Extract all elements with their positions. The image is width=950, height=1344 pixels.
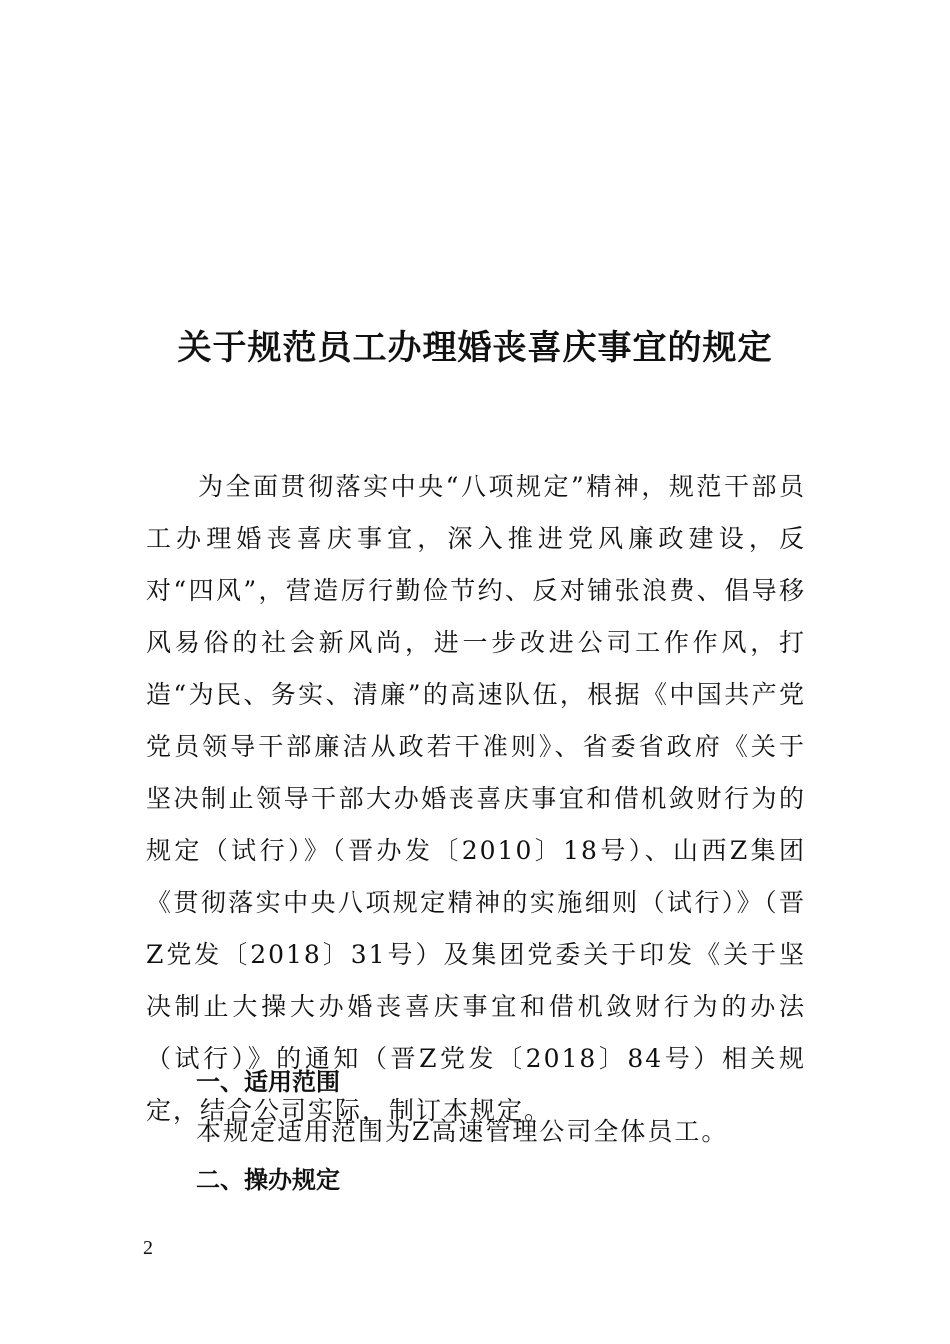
section-heading-scope: 一、适用范围 [196,1068,340,1096]
document-title: 关于规范员工办理婚丧喜庆事宜的规定 [177,328,773,368]
scope-paragraph: 本规定适用范围为Z高速管理公司全体员工。 [196,1117,729,1146]
section-heading-rules: 二、操办规定 [196,1166,340,1194]
page-number: 2 [143,1237,153,1259]
intro-paragraph: 为全面贯彻落实中央“八项规定”精神，规范干部员工办理婚丧喜庆事宜，深入推进党风廉政建设，反对“四风”，营造厉行勤俭节约、反对铺张浪费、倡导移风易俗的社会新风尚，进一步改进公司工作作风，打造“为民、务实、清廉”的高速队伍，根据《中国共产党党员领导干部廉洁从政若干准则》、省委省政府《关于坚决制止领导干部大办婚丧喜庆事宜和借机敛财行为的规定（试行）》（晋办发〔2010〕18号）、山西Z集团《贯彻落实中央八项规定精神的实施细则（试行）》（晋Z党发〔2018〕31号）及集团党委关于印发《关于坚决制止大操大办婚丧喜庆事宜和借机敛财行为的办法（试行）》的通知（晋Z党发〔2018〕84号）相关规定，结合公司实际，制订本规定。 [146,472,806,1125]
